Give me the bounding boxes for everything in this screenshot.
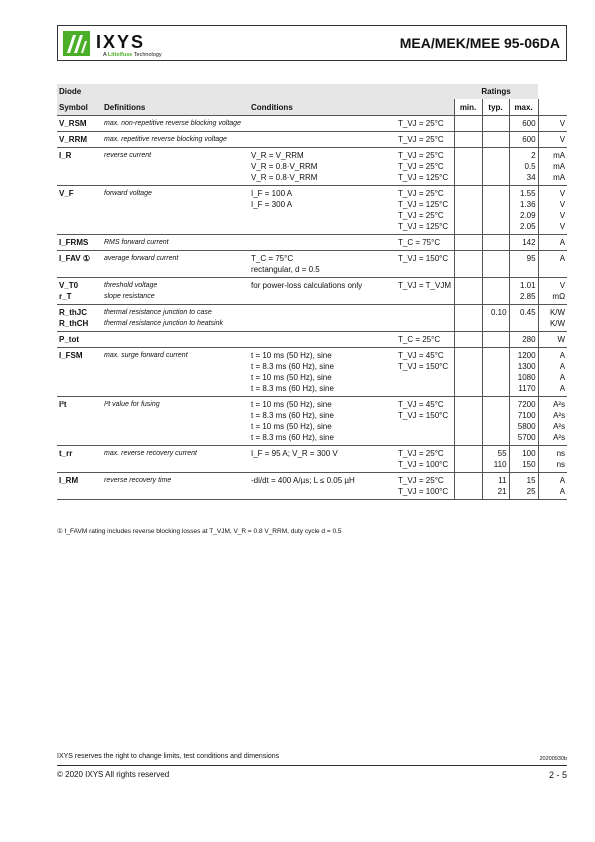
unit-cell-line: A (559, 254, 566, 263)
unit-cell (538, 332, 567, 348)
max-cell-line: 1.36 (519, 200, 536, 209)
table-row (57, 446, 567, 473)
unit-cell-line: ns (556, 449, 566, 458)
col-max: max. (509, 99, 538, 116)
condition-cell (249, 473, 396, 500)
typ-cell (482, 116, 509, 132)
min-cell (454, 397, 482, 446)
definition-cell-line: reverse current (104, 152, 152, 159)
min-cell (454, 305, 482, 332)
max-cell-line: 2.05 (519, 222, 536, 231)
max-cell-line: 2.85 (519, 292, 536, 301)
unit-cell (538, 305, 567, 332)
typ-cell-line: 21 (497, 487, 507, 496)
symbol-cell (57, 332, 102, 348)
unit-cell-line: mA (553, 162, 566, 171)
temperature-condition-cell (396, 235, 454, 251)
temperature-condition-cell-line: T_VJ = 25°C (398, 211, 444, 220)
condition-cell-line: t = 8.3 ms (60 Hz), sine (251, 411, 334, 420)
temperature-condition-cell (396, 397, 454, 446)
typ-cell-line: 110 (493, 460, 507, 469)
temperature-condition-cell (396, 348, 454, 397)
temperature-condition-cell-line: T_C = 75°C (398, 238, 441, 247)
symbol-cell-line: V_T0 (59, 281, 79, 290)
typ-cell (482, 148, 509, 186)
min-cell (454, 278, 482, 305)
unit-cell (538, 397, 567, 446)
definition-cell-line: max. non-repetitive reverse blocking voltage (104, 120, 241, 127)
col-symbol: Symbol (57, 99, 102, 116)
condition-cell (249, 251, 396, 278)
unit-cell-line: A²s (553, 411, 566, 420)
temperature-condition-cell-line: T_VJ = 150°C (398, 254, 449, 263)
max-cell (509, 397, 538, 446)
temperature-condition-cell (396, 473, 454, 500)
table-row (57, 186, 567, 235)
unit-cell-line: V (559, 189, 566, 198)
max-cell (509, 116, 538, 132)
condition-cell (249, 186, 396, 235)
brand-name: IXYS (96, 32, 146, 52)
definition-cell-line: I²t value for fusing (104, 401, 160, 408)
unit-cell (538, 446, 567, 473)
temperature-condition-cell-line: T_VJ = 150°C (398, 411, 449, 420)
condition-cell (249, 148, 396, 186)
unit-cell-line: A (559, 351, 566, 360)
symbol-cell-line: I_FAV ① (59, 254, 91, 263)
section-title: Diode (57, 84, 454, 99)
typ-cell (482, 278, 509, 305)
unit-cell-line: A (559, 384, 566, 393)
definition-cell (102, 148, 249, 186)
temperature-condition-cell (396, 305, 454, 332)
table-row (57, 397, 567, 446)
temperature-condition-cell (396, 148, 454, 186)
definition-cell-line: max. surge forward current (104, 352, 188, 359)
symbol-cell-line: V_F (59, 189, 74, 198)
min-cell (454, 148, 482, 186)
temperature-condition-cell-line: T_VJ = 25°C (398, 476, 444, 485)
typ-cell-line: 11 (498, 476, 507, 485)
typ-cell (482, 473, 509, 500)
max-cell (509, 278, 538, 305)
condition-cell-line: I_F = 100 A (251, 189, 293, 198)
temperature-condition-cell-line: T_VJ = 100°C (398, 487, 449, 496)
ixys-logo-icon (63, 31, 90, 56)
condition-cell-line: I_F = 95 A; V_R = 300 V (251, 449, 338, 458)
symbol-cell (57, 116, 102, 132)
min-cell (454, 332, 482, 348)
condition-cell (249, 397, 396, 446)
typ-cell-line: 55 (497, 449, 507, 458)
max-cell-line: 34 (526, 173, 536, 182)
max-cell (509, 148, 538, 186)
unit-cell (538, 186, 567, 235)
table-row (57, 332, 567, 348)
unit-cell (538, 132, 567, 148)
temperature-condition-cell (396, 251, 454, 278)
max-cell-line: 5800 (517, 422, 536, 431)
unit-cell-line: A (559, 362, 566, 371)
min-cell (454, 251, 482, 278)
definition-cell-line: reverse recovery time (104, 477, 172, 484)
version-code: 20200930b (539, 756, 567, 762)
table-row (57, 348, 567, 397)
definition-cell (102, 473, 249, 500)
condition-cell (249, 278, 396, 305)
footer-divider (57, 765, 567, 766)
unit-cell-line: V (559, 135, 566, 144)
min-cell (454, 348, 482, 397)
condition-cell-line: t = 8.3 ms (60 Hz), sine (251, 384, 334, 393)
unit-cell (538, 473, 567, 500)
col-typ: typ. (482, 99, 509, 116)
definition-cell-line: max. reverse recovery current (104, 450, 197, 457)
unit-cell-line: V (559, 119, 566, 128)
unit-cell-line: ns (556, 460, 566, 469)
symbol-cell (57, 132, 102, 148)
typ-cell (482, 332, 509, 348)
symbol-cell-line: I_R (59, 151, 72, 160)
definition-cell (102, 278, 249, 305)
max-cell (509, 348, 538, 397)
symbol-cell-line: I_RM (59, 476, 79, 485)
brand-subtitle: A Littelfuse Technology (103, 52, 162, 58)
table-row (57, 148, 567, 186)
condition-cell (249, 332, 396, 348)
condition-cell-line: t = 8.3 ms (60 Hz), sine (251, 362, 334, 371)
symbol-cell-line: P_tot (59, 335, 79, 344)
typ-cell (482, 132, 509, 148)
temperature-condition-cell-line: T_VJ = 25°C (398, 119, 444, 128)
max-cell-line: 5700 (517, 433, 536, 442)
symbol-cell (57, 186, 102, 235)
symbol-cell-line: t_rr (59, 449, 73, 458)
temperature-condition-cell-line: T_VJ = 25°C (398, 162, 444, 171)
symbol-cell (57, 305, 102, 332)
typ-cell (482, 446, 509, 473)
condition-cell-line: t = 10 ms (50 Hz), sine (251, 351, 332, 360)
typ-cell (482, 397, 509, 446)
max-cell-line: 15 (526, 476, 536, 485)
max-cell-line: 7200 (517, 400, 536, 409)
max-cell (509, 186, 538, 235)
unit-cell (538, 251, 567, 278)
max-cell (509, 132, 538, 148)
min-cell (454, 116, 482, 132)
unit-cell-line: A²s (553, 433, 566, 442)
temperature-condition-cell (396, 278, 454, 305)
unit-cell-line: V (559, 281, 566, 290)
ratings-header: Ratings (454, 84, 538, 99)
typ-cell (482, 235, 509, 251)
table-row (57, 235, 567, 251)
max-cell-line: 280 (522, 335, 536, 344)
unit-cell-line: A (559, 476, 566, 485)
max-cell-line: 1.01 (519, 281, 536, 290)
max-cell (509, 235, 538, 251)
max-cell-line: 600 (522, 119, 536, 128)
max-cell-line: 0.5 (524, 162, 536, 171)
definition-cell (102, 446, 249, 473)
table-row (57, 132, 567, 148)
condition-cell-line: T_C = 75°C (251, 254, 294, 263)
symbol-cell (57, 278, 102, 305)
typ-cell (482, 305, 509, 332)
temperature-condition-cell-line: T_VJ = 25°C (398, 151, 444, 160)
condition-cell (249, 235, 396, 251)
min-cell (454, 132, 482, 148)
condition-cell (249, 305, 396, 332)
max-cell-line: 600 (522, 135, 536, 144)
table-row (57, 305, 567, 332)
definition-cell (102, 235, 249, 251)
temperature-condition-cell-line: T_VJ = 45°C (398, 400, 444, 409)
diode-ratings-table (57, 84, 567, 500)
definition-cell-line: max. repetitive reverse blocking voltage (104, 136, 227, 143)
condition-cell (249, 446, 396, 473)
definition-cell-line: RMS forward current (104, 239, 169, 246)
typ-cell (482, 186, 509, 235)
page-header (57, 25, 567, 61)
unit-cell-line: A²s (553, 400, 566, 409)
page-title: MEA/MEK/MEE 95-06DA (399, 35, 560, 51)
unit-cell (538, 348, 567, 397)
definition-cell (102, 251, 249, 278)
max-cell-line: 1.55 (519, 189, 536, 198)
unit-cell-line: W (557, 335, 566, 344)
definition-cell (102, 332, 249, 348)
page-number: 2 - 5 (548, 770, 567, 780)
unit-cell-line: A (559, 487, 566, 496)
definition-cell (102, 397, 249, 446)
symbol-cell (57, 446, 102, 473)
unit-cell-line: mA (553, 173, 566, 182)
condition-cell-line: t = 10 ms (50 Hz), sine (251, 422, 332, 431)
condition-cell-line: t = 10 ms (50 Hz), sine (251, 400, 332, 409)
temperature-condition-cell-line: T_VJ = T_VJM (398, 281, 451, 290)
temperature-condition-cell (396, 116, 454, 132)
table-row (57, 278, 567, 305)
symbol-cell-line: I_FSM (59, 351, 83, 360)
condition-cell-line: V_R = 0.8·V_RRM (251, 162, 318, 171)
min-cell (454, 235, 482, 251)
definition-cell-line: threshold voltage (104, 282, 158, 289)
max-cell (509, 305, 538, 332)
max-cell-line: 0.45 (519, 308, 536, 317)
condition-cell-line: V_R = 0.8·V_RRM (251, 173, 318, 182)
unit-cell-line: K/W (549, 319, 566, 328)
condition-cell-line: rectangular, d = 0.5 (251, 265, 320, 274)
col-conditions: Conditions (249, 99, 454, 116)
max-cell-line: 2.09 (519, 211, 536, 220)
unit-cell-line: A (559, 238, 566, 247)
temperature-condition-cell-line: T_VJ = 25°C (398, 135, 444, 144)
min-cell (454, 473, 482, 500)
unit-cell-line: mΩ (552, 292, 566, 301)
temperature-condition-cell-line: T_VJ = 150°C (398, 362, 449, 371)
max-cell-line: 100 (522, 449, 536, 458)
max-cell-line: 150 (522, 460, 536, 469)
max-cell (509, 473, 538, 500)
typ-cell (482, 251, 509, 278)
symbol-cell (57, 348, 102, 397)
max-cell (509, 251, 538, 278)
definition-cell (102, 186, 249, 235)
symbol-cell-line: I²t (59, 400, 67, 409)
symbol-cell (57, 397, 102, 446)
temperature-condition-cell-line: T_VJ = 25°C (398, 449, 444, 458)
table-row (57, 251, 567, 278)
symbol-cell-line: I_FRMS (59, 238, 89, 247)
definition-cell-line: thermal resistance junction to case (104, 309, 212, 316)
unit-cell-line: V (559, 200, 566, 209)
symbol-cell-line: R_thJC (59, 308, 88, 317)
condition-cell-line: for power-loss calculations only (251, 281, 363, 290)
symbol-cell (57, 251, 102, 278)
condition-cell (249, 348, 396, 397)
col-definitions: Definitions (102, 99, 249, 116)
temperature-condition-cell-line: T_VJ = 100°C (398, 460, 449, 469)
unit-cell-line: V (559, 222, 566, 231)
condition-cell-line: t = 8.3 ms (60 Hz), sine (251, 433, 334, 442)
condition-cell-line: V_R = V_RRM (251, 151, 304, 160)
temperature-condition-cell-line: T_VJ = 45°C (398, 351, 444, 360)
symbol-cell-line: R_thCH (59, 319, 89, 328)
min-cell (454, 446, 482, 473)
condition-cell (249, 116, 396, 132)
max-cell (509, 446, 538, 473)
condition-cell (249, 132, 396, 148)
footnote: ① I_FAVM rating includes reverse blocking losses at T_VJM, V_R = 0.8 V_RRM, duty cycle d = 0.5 (57, 528, 342, 535)
symbol-cell-line: V_RSM (59, 119, 87, 128)
symbol-cell-line: V_RRM (59, 135, 88, 144)
unit-cell-line: V (559, 211, 566, 220)
max-cell-line: 1200 (517, 351, 536, 360)
symbol-cell (57, 148, 102, 186)
col-min: min. (454, 99, 482, 116)
typ-cell (482, 348, 509, 397)
symbol-cell (57, 235, 102, 251)
condition-cell-line: t = 10 ms (50 Hz), sine (251, 373, 332, 382)
max-cell-line: 1080 (517, 373, 536, 382)
definition-cell-line: forward voltage (104, 190, 152, 197)
definition-cell (102, 348, 249, 397)
min-cell (454, 186, 482, 235)
unit-cell-line: K/W (549, 308, 566, 317)
symbol-cell-line: r_T (59, 292, 72, 301)
unit-cell-line: A (559, 373, 566, 382)
temperature-condition-cell (396, 132, 454, 148)
temperature-condition-cell-line: T_VJ = 125°C (398, 200, 449, 209)
symbol-cell (57, 473, 102, 500)
max-cell-line: 2 (531, 151, 536, 160)
temperature-condition-cell-line: T_VJ = 25°C (398, 189, 444, 198)
max-cell-line: 1300 (517, 362, 536, 371)
unit-cell (538, 148, 567, 186)
max-cell (509, 332, 538, 348)
disclaimer: IXYS reserves the right to change limits, test conditions and dimensions (57, 753, 280, 760)
unit-cell (538, 116, 567, 132)
max-cell-line: 142 (522, 238, 536, 247)
unit-cell-line: A²s (553, 422, 566, 431)
typ-cell-line: 0.10 (490, 308, 507, 317)
table-row (57, 473, 567, 500)
definition-cell (102, 132, 249, 148)
definition-cell-line: slope resistance (104, 293, 155, 300)
temperature-condition-cell (396, 332, 454, 348)
condition-cell-line: -di/dt = 400 A/µs; L ≤ 0.05 µH (251, 476, 355, 485)
definition-cell-line: average forward current (104, 255, 179, 262)
table-row (57, 116, 567, 132)
temperature-condition-cell-line: T_VJ = 125°C (398, 222, 449, 231)
max-cell-line: 1170 (518, 384, 536, 393)
max-cell-line: 25 (526, 487, 536, 496)
unit-cell (538, 278, 567, 305)
temperature-condition-cell (396, 446, 454, 473)
definition-cell (102, 116, 249, 132)
unit-cell-line: mA (553, 151, 566, 160)
unit-cell (538, 235, 567, 251)
temperature-condition-cell (396, 186, 454, 235)
definition-cell-line: thermal resistance junction to heatsink (104, 320, 224, 327)
condition-cell-line: I_F = 300 A (251, 200, 293, 209)
copyright: © 2020 IXYS All rights reserved (57, 770, 170, 779)
temperature-condition-cell-line: T_C = 25°C (398, 335, 441, 344)
max-cell-line: 7100 (517, 411, 536, 420)
max-cell-line: 95 (526, 254, 536, 263)
definition-cell (102, 305, 249, 332)
temperature-condition-cell-line: T_VJ = 125°C (398, 173, 449, 182)
